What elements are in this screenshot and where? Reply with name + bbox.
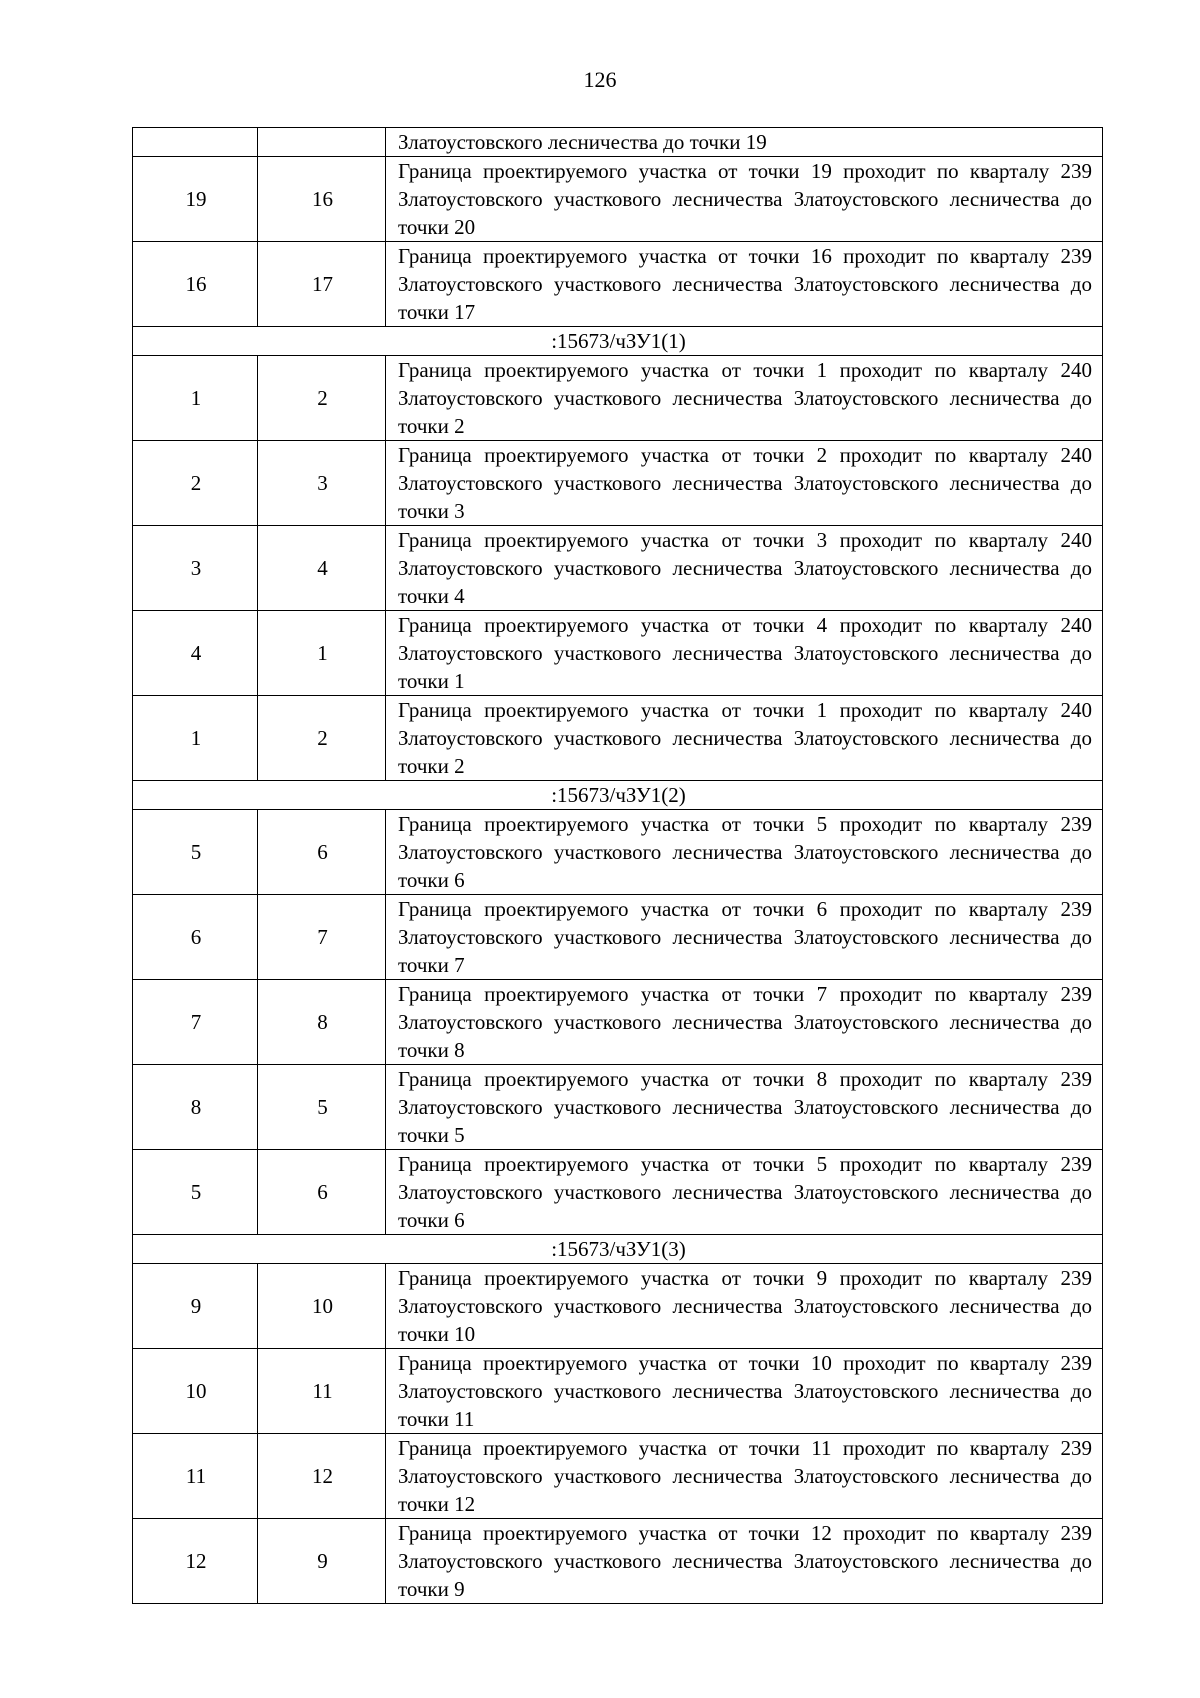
to-point-cell: 5	[258, 1065, 386, 1150]
to-point-cell: 2	[258, 356, 386, 441]
table-row	[133, 1065, 1103, 1150]
table-row	[133, 1264, 1103, 1349]
table-row	[133, 696, 1103, 781]
table-row	[133, 128, 1103, 157]
from-point-cell: 10	[133, 1349, 258, 1434]
description-cell: Граница проектируемого участка от точки 2 проходит по кварталу 240 Златоустовского участкового лесничества Златоустовского лесничества до точки 3	[386, 441, 1103, 526]
table-row	[133, 810, 1103, 895]
table-row	[133, 895, 1103, 980]
description-cell: Граница проектируемого участка от точки 7 проходит по кварталу 239 Златоустовского участкового лесничества Златоустовского лесничества до точки 8	[386, 980, 1103, 1065]
from-point-cell: 7	[133, 980, 258, 1065]
to-point-cell: 1	[258, 611, 386, 696]
to-point-cell	[258, 128, 386, 157]
table-row	[133, 980, 1103, 1065]
section-header-row	[133, 327, 1103, 356]
description-cell: Граница проектируемого участка от точки 11 проходит по кварталу 239 Златоустовского участкового лесничества Златоустовского лесничества до точки 12	[386, 1434, 1103, 1519]
description-cell: Граница проектируемого участка от точки 4 проходит по кварталу 240 Златоустовского участкового лесничества Златоустовского лесничества до точки 1	[386, 611, 1103, 696]
to-point-cell: 12	[258, 1434, 386, 1519]
from-point-cell: 9	[133, 1264, 258, 1349]
from-point-cell: 2	[133, 441, 258, 526]
description-cell: Граница проектируемого участка от точки 8 проходит по кварталу 239 Златоустовского участкового лесничества Златоустовского лесничества до точки 5	[386, 1065, 1103, 1150]
to-point-cell: 8	[258, 980, 386, 1065]
to-point-cell: 4	[258, 526, 386, 611]
to-point-cell: 17	[258, 242, 386, 327]
table-row	[133, 1150, 1103, 1235]
from-point-cell: 11	[133, 1434, 258, 1519]
description-cell: Граница проектируемого участка от точки 10 проходит по кварталу 239 Златоустовского участкового лесничества Златоустовского лесничества до точки 11	[386, 1349, 1103, 1434]
from-point-cell: 3	[133, 526, 258, 611]
table-row	[133, 611, 1103, 696]
section-header-row	[133, 781, 1103, 810]
boundary-description-table	[132, 127, 1103, 1604]
from-point-cell: 19	[133, 157, 258, 242]
table-row	[133, 1519, 1103, 1604]
description-cell: Граница проектируемого участка от точки 5 проходит по кварталу 239 Златоустовского участкового лесничества Златоустовского лесничества до точки 6	[386, 810, 1103, 895]
to-point-cell: 16	[258, 157, 386, 242]
section-title: :15673/чЗУ1(2)	[133, 781, 1103, 810]
to-point-cell: 3	[258, 441, 386, 526]
description-cell: Граница проектируемого участка от точки 6 проходит по кварталу 239 Златоустовского участкового лесничества Златоустовского лесничества до точки 7	[386, 895, 1103, 980]
table-row	[133, 441, 1103, 526]
to-point-cell: 9	[258, 1519, 386, 1604]
to-point-cell: 11	[258, 1349, 386, 1434]
description-cell: Граница проектируемого участка от точки 9 проходит по кварталу 239 Златоустовского участкового лесничества Златоустовского лесничества до точки 10	[386, 1264, 1103, 1349]
to-point-cell: 2	[258, 696, 386, 781]
from-point-cell	[133, 128, 258, 157]
table-row	[133, 1349, 1103, 1434]
description-cell: Граница проектируемого участка от точки 16 проходит по кварталу 239 Златоустовского участкового лесничества Златоустовского лесничества до точки 17	[386, 242, 1103, 327]
description-cell: Граница проектируемого участка от точки 5 проходит по кварталу 239 Златоустовского участкового лесничества Златоустовского лесничества до точки 6	[386, 1150, 1103, 1235]
page-number: 126	[583, 67, 617, 92]
description-cell: Граница проектируемого участка от точки 12 проходит по кварталу 239 Златоустовского участкового лесничества Златоустовского лесничества до точки 9	[386, 1519, 1103, 1604]
description-cell: Граница проектируемого участка от точки 1 проходит по кварталу 240 Златоустовского участкового лесничества Златоустовского лесничества до точки 2	[386, 696, 1103, 781]
from-point-cell: 4	[133, 611, 258, 696]
table-row	[133, 242, 1103, 327]
from-point-cell: 5	[133, 1150, 258, 1235]
table-row	[133, 1434, 1103, 1519]
from-point-cell: 1	[133, 696, 258, 781]
description-cell: Златоустовского лесничества до точки 19	[386, 128, 1103, 157]
to-point-cell: 6	[258, 1150, 386, 1235]
table-row	[133, 157, 1103, 242]
from-point-cell: 12	[133, 1519, 258, 1604]
description-cell: Граница проектируемого участка от точки 19 проходит по кварталу 239 Златоустовского участкового лесничества Златоустовского лесничества до точки 20	[386, 157, 1103, 242]
to-point-cell: 7	[258, 895, 386, 980]
from-point-cell: 5	[133, 810, 258, 895]
from-point-cell: 6	[133, 895, 258, 980]
description-cell: Граница проектируемого участка от точки 3 проходит по кварталу 240 Златоустовского участкового лесничества Златоустовского лесничества до точки 4	[386, 526, 1103, 611]
description-cell: Граница проектируемого участка от точки 1 проходит по кварталу 240 Златоустовского участкового лесничества Златоустовского лесничества до точки 2	[386, 356, 1103, 441]
table-row	[133, 356, 1103, 441]
to-point-cell: 10	[258, 1264, 386, 1349]
table-row	[133, 526, 1103, 611]
from-point-cell: 1	[133, 356, 258, 441]
section-title: :15673/чЗУ1(3)	[133, 1235, 1103, 1264]
section-title: :15673/чЗУ1(1)	[133, 327, 1103, 356]
from-point-cell: 8	[133, 1065, 258, 1150]
from-point-cell: 16	[133, 242, 258, 327]
to-point-cell: 6	[258, 810, 386, 895]
section-header-row	[133, 1235, 1103, 1264]
